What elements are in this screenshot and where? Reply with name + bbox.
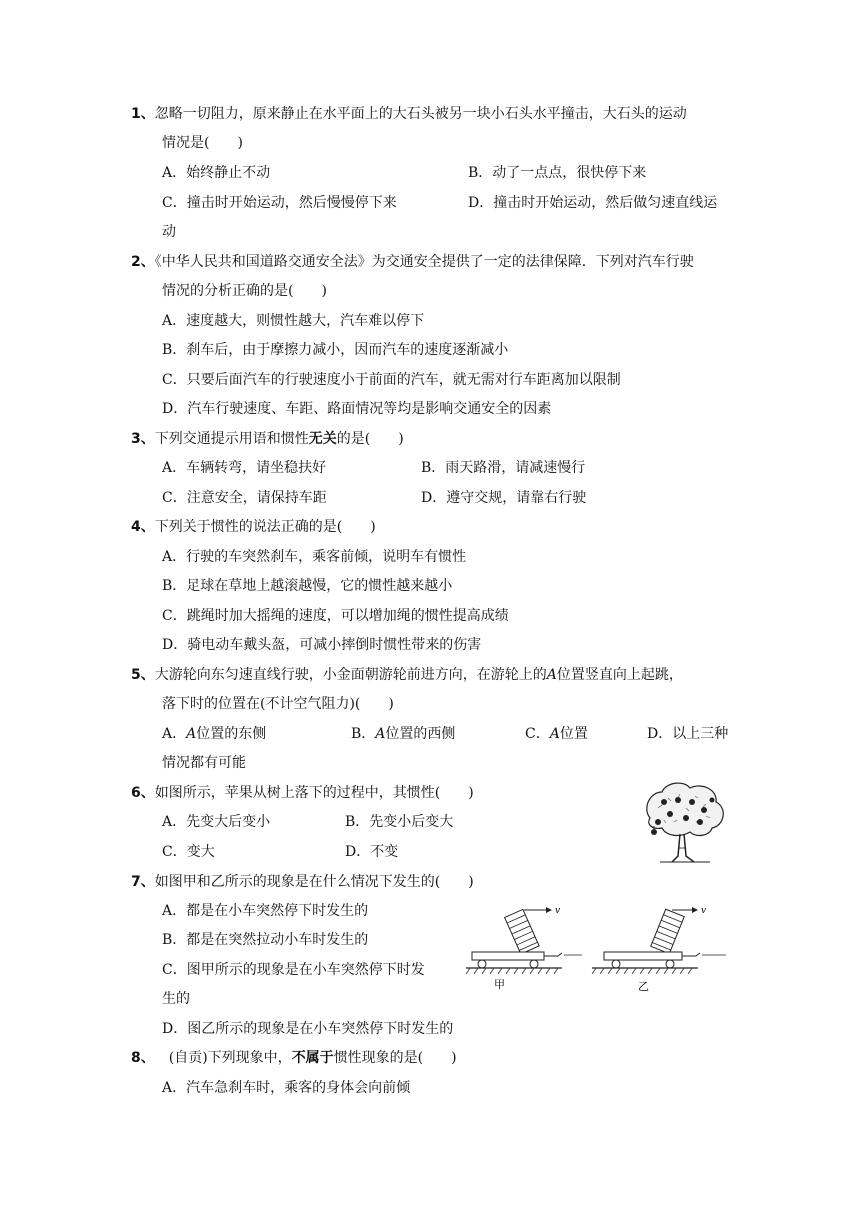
option-c: [525, 724, 588, 744]
option-c: C．只要后面汽车的行驶速度小于前面的汽车，就无需对行车距离加以限制: [162, 372, 621, 388]
question-stem: 忽略一切阻力，原来静止在水平面上的大石头被另一块小石头水平撞击，大石头的运动: [154, 106, 687, 122]
option-d: D．撞击时开始运动，然后做匀速直线运: [468, 195, 718, 211]
question-number: 4、: [131, 519, 155, 535]
option-c-text: 位置: [559, 726, 588, 742]
option-c: C．跳绳时加大摇绳的速度，可以增加绳的惯性提高成绩: [162, 608, 509, 624]
cart-figure-yi: [592, 906, 726, 992]
question-number: 2、: [131, 254, 155, 270]
option-a-text: 位置的东侧: [196, 726, 267, 742]
velocity-label: v: [701, 906, 707, 916]
apple-tree-icon: [640, 778, 730, 868]
figure-label-yi: 乙: [638, 980, 649, 992]
option-b-letter: B．: [351, 726, 376, 742]
option-a: A．始终静止不动: [162, 165, 271, 181]
option-a-letter: A．: [162, 726, 187, 742]
question-3: [131, 429, 404, 449]
option-d: D．骑电动车戴头盔，可减小摔倒时惯性带来的伤害: [162, 637, 482, 653]
option-c-letter: C．: [525, 726, 550, 742]
question-stem-pre: (自贡)下列现象中，: [168, 1050, 292, 1066]
cart-figure-jia: [466, 906, 582, 991]
option-d: D．不变: [345, 844, 399, 860]
option-c: C．变大: [162, 844, 215, 860]
question-number: 1、: [131, 106, 155, 122]
velocity-label: v: [555, 906, 561, 916]
question-2: [131, 252, 694, 272]
option-d: D．以上三种: [647, 726, 729, 742]
option-c: C．撞击时开始运动，然后慢慢停下来: [162, 195, 397, 211]
option-a: A．都是在小车突然停下时发生的: [162, 903, 369, 919]
option-b: B．动了一点点，很快停下来: [468, 165, 647, 181]
option-c: C．注意安全，请保持车距: [162, 490, 327, 506]
option-c-cont: 生的: [162, 991, 190, 1007]
question-5: [131, 665, 683, 685]
cart-inertia-diagram: [462, 898, 730, 992]
option-a: A．先变大后变小: [162, 814, 271, 830]
question-stem: 如图所示，苹果从树上落下的过程中，其惯性( ): [154, 785, 474, 801]
option-d-cont: 情况都有可能: [162, 755, 246, 771]
position-variable: A: [546, 667, 557, 683]
option-a: A．行驶的车突然刹车，乘客前倾，说明车有惯性: [162, 549, 467, 565]
question-stem-post: 位置竖直向上起跳，: [556, 667, 683, 683]
question-stem: 下列关于惯性的说法正确的是( ): [154, 519, 376, 535]
option-d: D．遵守交规，请靠右行驶: [421, 490, 587, 506]
question-stem-cont: 落下时的位置在(不计空气阻力)( ): [162, 696, 394, 712]
option-d: D．图乙所示的现象是在小车突然停下时发生的: [162, 1021, 454, 1037]
question-stem-pre: 下列交通提示用语和惯性: [154, 431, 309, 447]
option-b: B．都是在突然拉动小车时发生的: [162, 932, 369, 948]
option-a: A．汽车急刹车时，乘客的身体会向前倾: [162, 1080, 411, 1096]
question-number: 5、: [131, 667, 155, 683]
option-d-cont: 动: [162, 224, 176, 240]
question-stem-cont: 情况是( ): [162, 135, 243, 151]
option-b-text: 位置的西侧: [385, 726, 456, 742]
option-a: A．速度越大，则惯性越大，汽车难以停下: [162, 313, 425, 329]
position-variable: A: [549, 726, 560, 742]
question-stem-pre: 大游轮向东匀速直线行驶，小金面朝游轮前进方向，在游轮上的: [154, 667, 547, 683]
question-stem-emphasis: 无关: [308, 431, 337, 447]
question-number: 7、: [131, 874, 155, 890]
position-variable: A: [186, 726, 197, 742]
question-stem: 《中华人民共和国道路交通安全法》为交通安全提供了一定的法律保障．下列对汽车行驶: [154, 254, 694, 270]
position-variable: A: [375, 726, 386, 742]
option-b: B．刹车后，由于摩擦力减小，因而汽车的速度逐渐减小: [162, 342, 509, 358]
question-6: [131, 783, 474, 803]
option-c: C．图甲所示的现象是在小车突然停下时发: [162, 962, 425, 978]
question-stem-cont: 情况的分析正确的是( ): [162, 283, 327, 299]
question-stem: 如图甲和乙所示的现象是在什么情况下发生的( ): [154, 874, 474, 890]
question-8: [131, 1048, 457, 1068]
question-stem-post: 的是( ): [336, 431, 404, 447]
question-number: 8、: [131, 1050, 155, 1066]
option-a: A．车辆转弯，请坐稳扶好: [162, 460, 327, 476]
question-number: 3、: [131, 431, 155, 447]
option-a: [162, 724, 266, 744]
option-b: B．先变小后变大: [345, 814, 454, 830]
question-7: [131, 872, 474, 892]
question-stem-emphasis: 不属于: [291, 1050, 334, 1066]
figure-label-jia: 甲: [494, 978, 505, 991]
option-b: B．足球在草地上越滚越慢，它的惯性越来越小: [162, 578, 453, 594]
option-b: [351, 724, 455, 744]
question-stem-post: 惯性现象的是( ): [333, 1050, 457, 1066]
option-b: B．雨天路滑，请减速慢行: [421, 460, 586, 476]
question-number: 6、: [131, 785, 155, 801]
option-d: D．汽车行驶速度、车距、路面情况等均是影响交通安全的因素: [162, 401, 552, 417]
question-1: [131, 104, 687, 124]
question-4: [131, 517, 376, 537]
